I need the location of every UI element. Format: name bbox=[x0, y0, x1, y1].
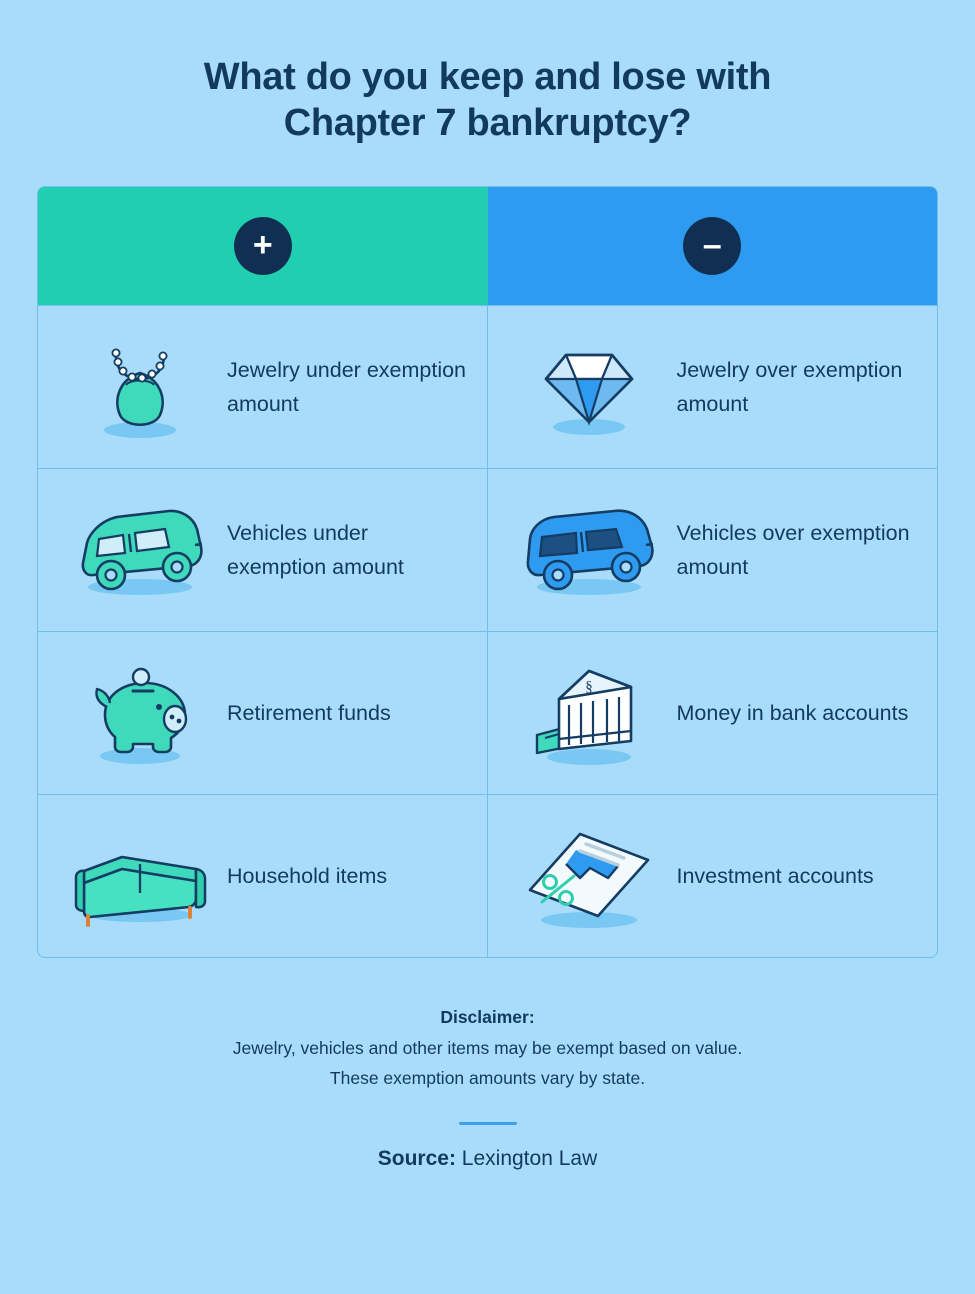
plus-symbol: + bbox=[252, 225, 273, 264]
table-row bbox=[38, 468, 488, 631]
diamond-icon bbox=[502, 322, 677, 452]
van-icon bbox=[502, 485, 677, 615]
row-label: Vehicles over exemption amount bbox=[676, 520, 910, 580]
page-title bbox=[0, 0, 975, 146]
row-label: Money in bank accounts bbox=[676, 700, 909, 725]
minus-symbol: – bbox=[702, 225, 722, 264]
title-line-2: Chapter 7 bankruptcy? bbox=[283, 101, 692, 144]
source-value: Lexington Law bbox=[461, 1147, 598, 1171]
plus-icon bbox=[234, 217, 292, 275]
sofa-icon bbox=[52, 811, 227, 941]
minus-icon bbox=[683, 217, 741, 275]
disclaimer-heading: Disclaimer: bbox=[440, 1007, 535, 1028]
disclaimer bbox=[0, 1002, 975, 1094]
svg-text:§: § bbox=[585, 679, 593, 696]
keep-lose-table bbox=[37, 186, 938, 958]
table-row bbox=[488, 305, 938, 468]
row-label: Investment accounts bbox=[676, 863, 874, 888]
row-label: Vehicles under exemption amount bbox=[227, 520, 404, 580]
table-row bbox=[38, 631, 488, 794]
bank-building-icon bbox=[502, 648, 677, 778]
table-row bbox=[488, 631, 938, 794]
source-label: Source: bbox=[377, 1147, 456, 1171]
disclaimer-line-2: These exemption amounts vary by state. bbox=[329, 1068, 646, 1089]
row-label: Jewelry over exemption amount bbox=[676, 357, 903, 417]
row-label: Household items bbox=[227, 863, 388, 888]
table-header-lose bbox=[488, 187, 938, 305]
table-row bbox=[488, 794, 938, 957]
divider bbox=[459, 1122, 517, 1125]
necklace-icon bbox=[52, 322, 227, 452]
investment-document-icon bbox=[502, 811, 677, 941]
disclaimer-line-1: Jewelry, vehicles and other items may be exempt based on value. bbox=[232, 1037, 743, 1058]
title-line-1: What do you keep and lose with bbox=[203, 56, 772, 98]
table-header-keep bbox=[38, 187, 488, 305]
piggy-bank-icon bbox=[52, 648, 227, 778]
table-row bbox=[488, 468, 938, 631]
table-row bbox=[38, 305, 488, 468]
table-row bbox=[38, 794, 488, 957]
car-icon bbox=[52, 485, 227, 615]
row-label: Retirement funds bbox=[227, 700, 391, 725]
row-label: Jewelry under exemption amount bbox=[227, 357, 467, 417]
source-line bbox=[0, 1147, 975, 1171]
